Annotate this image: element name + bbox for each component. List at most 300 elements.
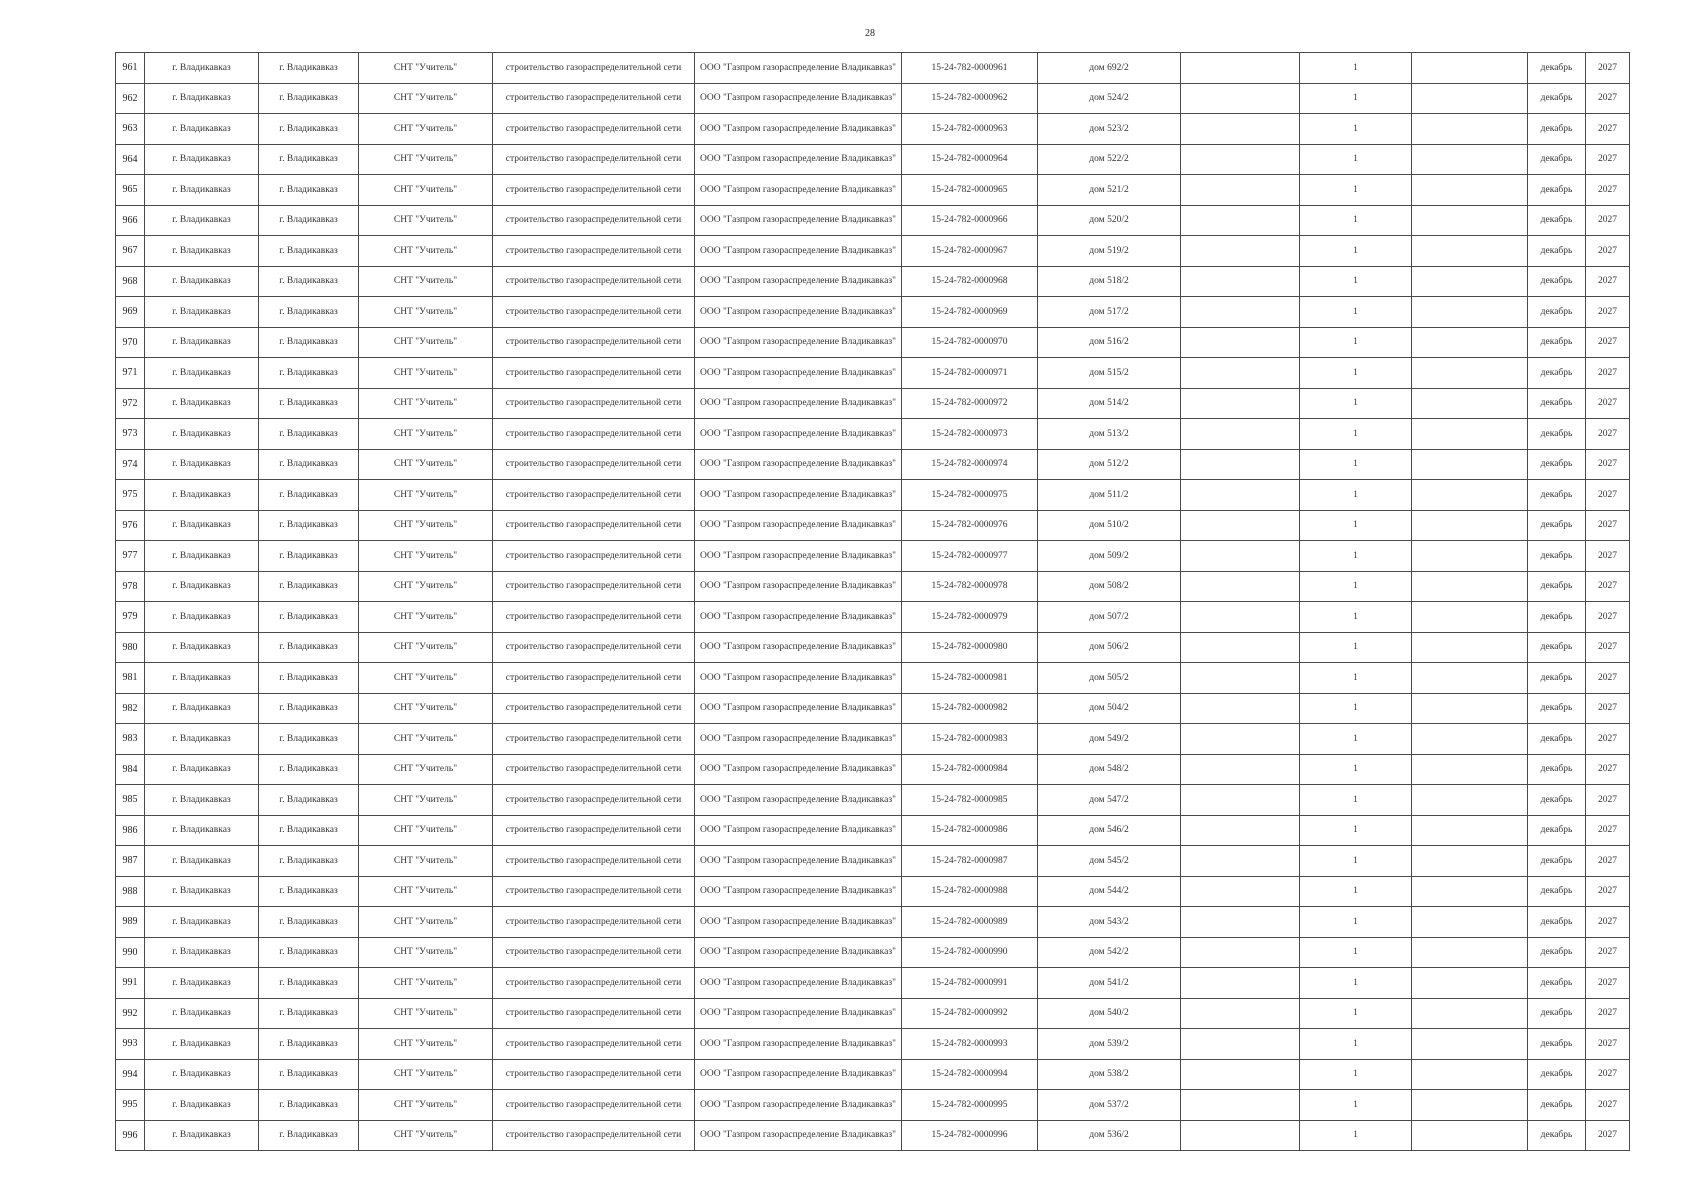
locality-cell: г. Владикавказ xyxy=(259,754,359,785)
quantity-cell: 1 xyxy=(1300,419,1412,450)
work-type-cell: строительство газораспределительной сети xyxy=(493,114,695,145)
year-cell: 2027 xyxy=(1586,144,1630,175)
quantity-cell: 1 xyxy=(1300,693,1412,724)
row-number-cell: 983 xyxy=(116,724,145,755)
locality-cell: г. Владикавказ xyxy=(259,144,359,175)
settlement-cell: СНТ "Учитель" xyxy=(359,1029,493,1060)
settlement-cell: СНТ "Учитель" xyxy=(359,968,493,999)
row-number-cell: 974 xyxy=(116,449,145,480)
row-number-cell: 979 xyxy=(116,602,145,633)
settlement-cell: СНТ "Учитель" xyxy=(359,785,493,816)
work-type-cell: строительство газораспределительной сети xyxy=(493,724,695,755)
empty-cell xyxy=(1412,815,1528,846)
empty-cell xyxy=(1412,785,1528,816)
registry-code-cell: 15-24-782-0000964 xyxy=(902,144,1038,175)
quantity-cell: 1 xyxy=(1300,968,1412,999)
year-cell: 2027 xyxy=(1586,724,1630,755)
empty-cell xyxy=(1412,571,1528,602)
month-cell: декабрь xyxy=(1528,907,1586,938)
address-cell: дом 516/2 xyxy=(1038,327,1181,358)
address-cell: дом 507/2 xyxy=(1038,602,1181,633)
month-cell: декабрь xyxy=(1528,114,1586,145)
row-number-cell: 984 xyxy=(116,754,145,785)
empty-cell xyxy=(1181,510,1300,541)
row-number-cell: 970 xyxy=(116,327,145,358)
address-cell: дом 505/2 xyxy=(1038,663,1181,694)
table-row xyxy=(116,53,1630,84)
locality-cell: г. Владикавказ xyxy=(259,449,359,480)
work-type-cell: строительство газораспределительной сети xyxy=(493,175,695,206)
row-number-cell: 969 xyxy=(116,297,145,328)
row-number-cell: 991 xyxy=(116,968,145,999)
registry-code-cell: 15-24-782-0000984 xyxy=(902,754,1038,785)
row-number-cell: 968 xyxy=(116,266,145,297)
empty-cell xyxy=(1181,175,1300,206)
locality-cell: г. Владикавказ xyxy=(259,114,359,145)
table-row xyxy=(116,449,1630,480)
empty-cell xyxy=(1181,602,1300,633)
municipality-cell: г. Владикавказ xyxy=(145,388,259,419)
work-type-cell: строительство газораспределительной сети xyxy=(493,571,695,602)
municipality-cell: г. Владикавказ xyxy=(145,541,259,572)
organization-cell: ООО "Газпром газораспределение Владикавказ" xyxy=(695,937,902,968)
settlement-cell: СНТ "Учитель" xyxy=(359,754,493,785)
table-row xyxy=(116,419,1630,450)
settlement-cell: СНТ "Учитель" xyxy=(359,815,493,846)
municipality-cell: г. Владикавказ xyxy=(145,53,259,84)
year-cell: 2027 xyxy=(1586,510,1630,541)
quantity-cell: 1 xyxy=(1300,724,1412,755)
quantity-cell: 1 xyxy=(1300,907,1412,938)
table-row xyxy=(116,754,1630,785)
registry-code-cell: 15-24-782-0000967 xyxy=(902,236,1038,267)
row-number-cell: 976 xyxy=(116,510,145,541)
row-number-cell: 980 xyxy=(116,632,145,663)
organization-cell: ООО "Газпром газораспределение Владикавказ" xyxy=(695,632,902,663)
empty-cell xyxy=(1412,449,1528,480)
municipality-cell: г. Владикавказ xyxy=(145,144,259,175)
organization-cell: ООО "Газпром газораспределение Владикавказ" xyxy=(695,236,902,267)
month-cell: декабрь xyxy=(1528,297,1586,328)
address-cell: дом 518/2 xyxy=(1038,266,1181,297)
locality-cell: г. Владикавказ xyxy=(259,1029,359,1060)
row-number-cell: 977 xyxy=(116,541,145,572)
quantity-cell: 1 xyxy=(1300,236,1412,267)
row-number-cell: 975 xyxy=(116,480,145,511)
municipality-cell: г. Владикавказ xyxy=(145,907,259,938)
month-cell: декабрь xyxy=(1528,632,1586,663)
empty-cell xyxy=(1181,876,1300,907)
locality-cell: г. Владикавказ xyxy=(259,205,359,236)
work-type-cell: строительство газораспределительной сети xyxy=(493,632,695,663)
work-type-cell: строительство газораспределительной сети xyxy=(493,83,695,114)
work-type-cell: строительство газораспределительной сети xyxy=(493,968,695,999)
row-number-cell: 996 xyxy=(116,1120,145,1151)
quantity-cell: 1 xyxy=(1300,998,1412,1029)
empty-cell xyxy=(1181,968,1300,999)
quantity-cell: 1 xyxy=(1300,602,1412,633)
locality-cell: г. Владикавказ xyxy=(259,602,359,633)
organization-cell: ООО "Газпром газораспределение Владикавказ" xyxy=(695,998,902,1029)
registry-code-cell: 15-24-782-0000978 xyxy=(902,571,1038,602)
table-row xyxy=(116,83,1630,114)
quantity-cell: 1 xyxy=(1300,510,1412,541)
empty-cell xyxy=(1181,1090,1300,1121)
empty-cell xyxy=(1412,1029,1528,1060)
row-number-cell: 978 xyxy=(116,571,145,602)
work-type-cell: строительство газораспределительной сети xyxy=(493,815,695,846)
month-cell: декабрь xyxy=(1528,1059,1586,1090)
table-row xyxy=(116,541,1630,572)
registry-code-cell: 15-24-782-0000994 xyxy=(902,1059,1038,1090)
table-row xyxy=(116,114,1630,145)
year-cell: 2027 xyxy=(1586,754,1630,785)
address-cell: дом 523/2 xyxy=(1038,114,1181,145)
empty-cell xyxy=(1181,388,1300,419)
month-cell: декабрь xyxy=(1528,205,1586,236)
registry-code-cell: 15-24-782-0000993 xyxy=(902,1029,1038,1060)
organization-cell: ООО "Газпром газораспределение Владикавказ" xyxy=(695,1120,902,1151)
year-cell: 2027 xyxy=(1586,907,1630,938)
registry-code-cell: 15-24-782-0000991 xyxy=(902,968,1038,999)
empty-cell xyxy=(1412,175,1528,206)
locality-cell: г. Владикавказ xyxy=(259,846,359,877)
municipality-cell: г. Владикавказ xyxy=(145,266,259,297)
address-cell: дом 540/2 xyxy=(1038,998,1181,1029)
work-type-cell: строительство газораспределительной сети xyxy=(493,449,695,480)
work-type-cell: строительство газораспределительной сети xyxy=(493,388,695,419)
registry-code-cell: 15-24-782-0000990 xyxy=(902,937,1038,968)
empty-cell xyxy=(1181,327,1300,358)
work-type-cell: строительство газораспределительной сети xyxy=(493,1090,695,1121)
year-cell: 2027 xyxy=(1586,327,1630,358)
registry-code-cell: 15-24-782-0000982 xyxy=(902,693,1038,724)
empty-cell xyxy=(1412,937,1528,968)
municipality-cell: г. Владикавказ xyxy=(145,846,259,877)
year-cell: 2027 xyxy=(1586,998,1630,1029)
settlement-cell: СНТ "Учитель" xyxy=(359,205,493,236)
settlement-cell: СНТ "Учитель" xyxy=(359,266,493,297)
registry-code-cell: 15-24-782-0000985 xyxy=(902,785,1038,816)
year-cell: 2027 xyxy=(1586,83,1630,114)
locality-cell: г. Владикавказ xyxy=(259,1120,359,1151)
locality-cell: г. Владикавказ xyxy=(259,388,359,419)
registry-code-cell: 15-24-782-0000963 xyxy=(902,114,1038,145)
work-type-cell: строительство газораспределительной сети xyxy=(493,1120,695,1151)
quantity-cell: 1 xyxy=(1300,1090,1412,1121)
municipality-cell: г. Владикавказ xyxy=(145,510,259,541)
locality-cell: г. Владикавказ xyxy=(259,1059,359,1090)
year-cell: 2027 xyxy=(1586,968,1630,999)
settlement-cell: СНТ "Учитель" xyxy=(359,388,493,419)
municipality-cell: г. Владикавказ xyxy=(145,663,259,694)
organization-cell: ООО "Газпром газораспределение Владикавказ" xyxy=(695,419,902,450)
address-cell: дом 692/2 xyxy=(1038,53,1181,84)
work-type-cell: строительство газораспределительной сети xyxy=(493,907,695,938)
empty-cell xyxy=(1412,693,1528,724)
table-row xyxy=(116,1059,1630,1090)
empty-cell xyxy=(1412,510,1528,541)
settlement-cell: СНТ "Учитель" xyxy=(359,846,493,877)
table-row xyxy=(116,175,1630,206)
settlement-cell: СНТ "Учитель" xyxy=(359,907,493,938)
settlement-cell: СНТ "Учитель" xyxy=(359,114,493,145)
organization-cell: ООО "Газпром газораспределение Владикавказ" xyxy=(695,388,902,419)
year-cell: 2027 xyxy=(1586,815,1630,846)
row-number-cell: 988 xyxy=(116,876,145,907)
empty-cell xyxy=(1181,144,1300,175)
address-cell: дом 517/2 xyxy=(1038,297,1181,328)
registry-code-cell: 15-24-782-0000995 xyxy=(902,1090,1038,1121)
registry-code-cell: 15-24-782-0000968 xyxy=(902,266,1038,297)
settlement-cell: СНТ "Учитель" xyxy=(359,175,493,206)
year-cell: 2027 xyxy=(1586,175,1630,206)
year-cell: 2027 xyxy=(1586,1059,1630,1090)
registry-code-cell: 15-24-782-0000969 xyxy=(902,297,1038,328)
empty-cell xyxy=(1412,724,1528,755)
year-cell: 2027 xyxy=(1586,663,1630,694)
quantity-cell: 1 xyxy=(1300,754,1412,785)
year-cell: 2027 xyxy=(1586,785,1630,816)
locality-cell: г. Владикавказ xyxy=(259,815,359,846)
organization-cell: ООО "Газпром газораспределение Владикавказ" xyxy=(695,175,902,206)
quantity-cell: 1 xyxy=(1300,937,1412,968)
empty-cell xyxy=(1181,1120,1300,1151)
settlement-cell: СНТ "Учитель" xyxy=(359,419,493,450)
work-type-cell: строительство газораспределительной сети xyxy=(493,266,695,297)
month-cell: декабрь xyxy=(1528,754,1586,785)
settlement-cell: СНТ "Учитель" xyxy=(359,602,493,633)
municipality-cell: г. Владикавказ xyxy=(145,724,259,755)
empty-cell xyxy=(1181,693,1300,724)
empty-cell xyxy=(1181,114,1300,145)
month-cell: декабрь xyxy=(1528,724,1586,755)
address-cell: дом 522/2 xyxy=(1038,144,1181,175)
table-row xyxy=(116,968,1630,999)
year-cell: 2027 xyxy=(1586,1090,1630,1121)
locality-cell: г. Владикавказ xyxy=(259,1090,359,1121)
empty-cell xyxy=(1412,388,1528,419)
row-number-cell: 990 xyxy=(116,937,145,968)
empty-cell xyxy=(1412,754,1528,785)
table-row xyxy=(116,236,1630,267)
row-number-cell: 967 xyxy=(116,236,145,267)
organization-cell: ООО "Газпром газораспределение Владикавказ" xyxy=(695,1029,902,1060)
municipality-cell: г. Владикавказ xyxy=(145,1090,259,1121)
settlement-cell: СНТ "Учитель" xyxy=(359,144,493,175)
month-cell: декабрь xyxy=(1528,358,1586,389)
quantity-cell: 1 xyxy=(1300,541,1412,572)
month-cell: декабрь xyxy=(1528,388,1586,419)
empty-cell xyxy=(1181,754,1300,785)
quantity-cell: 1 xyxy=(1300,205,1412,236)
address-cell: дом 519/2 xyxy=(1038,236,1181,267)
address-cell: дом 510/2 xyxy=(1038,510,1181,541)
empty-cell xyxy=(1412,53,1528,84)
month-cell: декабрь xyxy=(1528,1029,1586,1060)
locality-cell: г. Владикавказ xyxy=(259,266,359,297)
municipality-cell: г. Владикавказ xyxy=(145,358,259,389)
registry-code-cell: 15-24-782-0000972 xyxy=(902,388,1038,419)
empty-cell xyxy=(1412,114,1528,145)
year-cell: 2027 xyxy=(1586,1029,1630,1060)
empty-cell xyxy=(1412,358,1528,389)
registry-code-cell: 15-24-782-0000973 xyxy=(902,419,1038,450)
organization-cell: ООО "Газпром газораспределение Владикавказ" xyxy=(695,205,902,236)
empty-cell xyxy=(1412,602,1528,633)
registry-code-cell: 15-24-782-0000966 xyxy=(902,205,1038,236)
month-cell: декабрь xyxy=(1528,815,1586,846)
address-cell: дом 545/2 xyxy=(1038,846,1181,877)
year-cell: 2027 xyxy=(1586,876,1630,907)
empty-cell xyxy=(1181,419,1300,450)
table-row xyxy=(116,205,1630,236)
empty-cell xyxy=(1181,83,1300,114)
registry-code-cell: 15-24-782-0000979 xyxy=(902,602,1038,633)
organization-cell: ООО "Газпром газораспределение Владикавказ" xyxy=(695,53,902,84)
quantity-cell: 1 xyxy=(1300,114,1412,145)
registry-code-cell: 15-24-782-0000977 xyxy=(902,541,1038,572)
organization-cell: ООО "Газпром газораспределение Владикавказ" xyxy=(695,876,902,907)
empty-cell xyxy=(1412,419,1528,450)
organization-cell: ООО "Газпром газораспределение Владикавказ" xyxy=(695,144,902,175)
work-type-cell: строительство газораспределительной сети xyxy=(493,510,695,541)
month-cell: декабрь xyxy=(1528,1090,1586,1121)
address-cell: дом 508/2 xyxy=(1038,571,1181,602)
quantity-cell: 1 xyxy=(1300,83,1412,114)
empty-cell xyxy=(1412,144,1528,175)
empty-cell xyxy=(1412,1059,1528,1090)
empty-cell xyxy=(1181,449,1300,480)
address-cell: дом 543/2 xyxy=(1038,907,1181,938)
year-cell: 2027 xyxy=(1586,419,1630,450)
table-row xyxy=(116,602,1630,633)
address-cell: дом 544/2 xyxy=(1038,876,1181,907)
locality-cell: г. Владикавказ xyxy=(259,632,359,663)
row-number-cell: 962 xyxy=(116,83,145,114)
row-number-cell: 982 xyxy=(116,693,145,724)
quantity-cell: 1 xyxy=(1300,1029,1412,1060)
settlement-cell: СНТ "Учитель" xyxy=(359,571,493,602)
address-cell: дом 549/2 xyxy=(1038,724,1181,755)
settlement-cell: СНТ "Учитель" xyxy=(359,663,493,694)
empty-cell xyxy=(1181,205,1300,236)
row-number-cell: 973 xyxy=(116,419,145,450)
locality-cell: г. Владикавказ xyxy=(259,175,359,206)
organization-cell: ООО "Газпром газораспределение Владикавказ" xyxy=(695,83,902,114)
organization-cell: ООО "Газпром газораспределение Владикавказ" xyxy=(695,754,902,785)
year-cell: 2027 xyxy=(1586,205,1630,236)
address-cell: дом 537/2 xyxy=(1038,1090,1181,1121)
table-row xyxy=(116,510,1630,541)
registry-code-cell: 15-24-782-0000970 xyxy=(902,327,1038,358)
municipality-cell: г. Владикавказ xyxy=(145,236,259,267)
month-cell: декабрь xyxy=(1528,236,1586,267)
empty-cell xyxy=(1181,541,1300,572)
locality-cell: г. Владикавказ xyxy=(259,419,359,450)
register-table xyxy=(115,52,1630,1151)
month-cell: декабрь xyxy=(1528,510,1586,541)
row-number-cell: 965 xyxy=(116,175,145,206)
empty-cell xyxy=(1181,937,1300,968)
table-row xyxy=(116,632,1630,663)
empty-cell xyxy=(1412,327,1528,358)
empty-cell xyxy=(1181,1059,1300,1090)
settlement-cell: СНТ "Учитель" xyxy=(359,297,493,328)
month-cell: декабрь xyxy=(1528,266,1586,297)
locality-cell: г. Владикавказ xyxy=(259,785,359,816)
quantity-cell: 1 xyxy=(1300,663,1412,694)
work-type-cell: строительство газораспределительной сети xyxy=(493,297,695,328)
table-row xyxy=(116,998,1630,1029)
locality-cell: г. Владикавказ xyxy=(259,480,359,511)
settlement-cell: СНТ "Учитель" xyxy=(359,1120,493,1151)
registry-code-cell: 15-24-782-0000989 xyxy=(902,907,1038,938)
work-type-cell: строительство газораспределительной сети xyxy=(493,144,695,175)
empty-cell xyxy=(1412,480,1528,511)
month-cell: декабрь xyxy=(1528,602,1586,633)
address-cell: дом 514/2 xyxy=(1038,388,1181,419)
municipality-cell: г. Владикавказ xyxy=(145,632,259,663)
year-cell: 2027 xyxy=(1586,388,1630,419)
registry-code-cell: 15-24-782-0000987 xyxy=(902,846,1038,877)
year-cell: 2027 xyxy=(1586,358,1630,389)
month-cell: декабрь xyxy=(1528,876,1586,907)
municipality-cell: г. Владикавказ xyxy=(145,419,259,450)
locality-cell: г. Владикавказ xyxy=(259,693,359,724)
year-cell: 2027 xyxy=(1586,632,1630,663)
row-number-cell: 987 xyxy=(116,846,145,877)
month-cell: декабрь xyxy=(1528,785,1586,816)
organization-cell: ООО "Газпром газораспределение Владикавказ" xyxy=(695,815,902,846)
work-type-cell: строительство газораспределительной сети xyxy=(493,1029,695,1060)
registry-code-cell: 15-24-782-0000976 xyxy=(902,510,1038,541)
year-cell: 2027 xyxy=(1586,1120,1630,1151)
empty-cell xyxy=(1412,266,1528,297)
municipality-cell: г. Владикавказ xyxy=(145,83,259,114)
month-cell: декабрь xyxy=(1528,968,1586,999)
month-cell: декабрь xyxy=(1528,480,1586,511)
empty-cell xyxy=(1181,815,1300,846)
quantity-cell: 1 xyxy=(1300,358,1412,389)
settlement-cell: СНТ "Учитель" xyxy=(359,724,493,755)
row-number-cell: 993 xyxy=(116,1029,145,1060)
year-cell: 2027 xyxy=(1586,53,1630,84)
quantity-cell: 1 xyxy=(1300,266,1412,297)
table-row xyxy=(116,480,1630,511)
organization-cell: ООО "Газпром газораспределение Владикавказ" xyxy=(695,663,902,694)
organization-cell: ООО "Газпром газораспределение Владикавказ" xyxy=(695,510,902,541)
organization-cell: ООО "Газпром газораспределение Владикавказ" xyxy=(695,846,902,877)
table-row xyxy=(116,1090,1630,1121)
municipality-cell: г. Владикавказ xyxy=(145,876,259,907)
empty-cell xyxy=(1181,998,1300,1029)
registry-code-cell: 15-24-782-0000975 xyxy=(902,480,1038,511)
quantity-cell: 1 xyxy=(1300,480,1412,511)
row-number-cell: 986 xyxy=(116,815,145,846)
work-type-cell: строительство газораспределительной сети xyxy=(493,53,695,84)
month-cell: декабрь xyxy=(1528,175,1586,206)
year-cell: 2027 xyxy=(1586,114,1630,145)
table-row xyxy=(116,846,1630,877)
month-cell: декабрь xyxy=(1528,1120,1586,1151)
organization-cell: ООО "Газпром газораспределение Владикавказ" xyxy=(695,1090,902,1121)
quantity-cell: 1 xyxy=(1300,144,1412,175)
locality-cell: г. Владикавказ xyxy=(259,968,359,999)
year-cell: 2027 xyxy=(1586,937,1630,968)
table-row xyxy=(116,815,1630,846)
empty-cell xyxy=(1181,53,1300,84)
